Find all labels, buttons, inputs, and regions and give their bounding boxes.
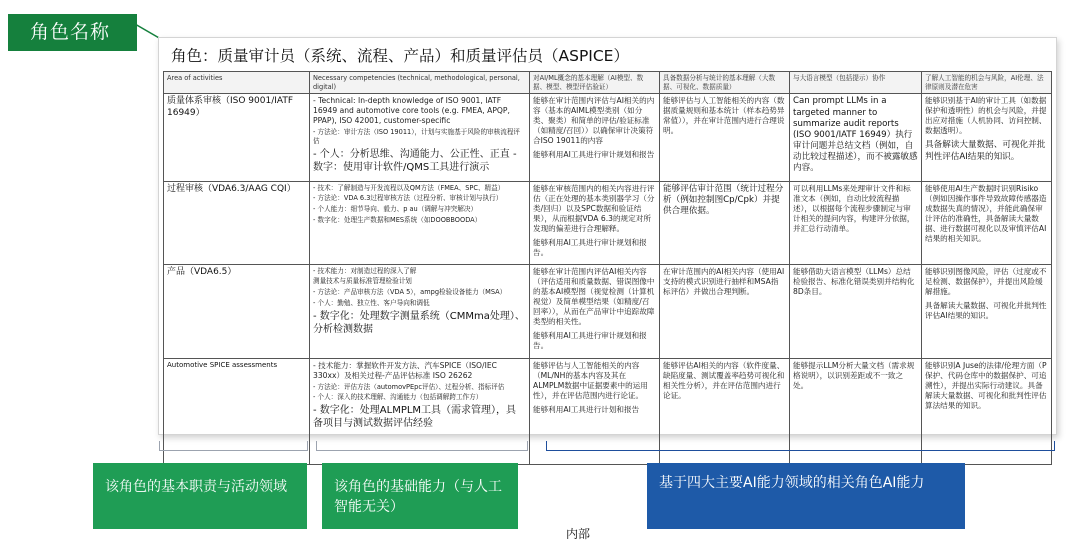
competency-matrix xyxy=(163,71,1052,465)
data-cell xyxy=(660,181,790,264)
llm-cell xyxy=(790,94,922,181)
table-row xyxy=(164,181,1052,264)
ai-ml-line: 能够评估与人工智能相关的内容（ML/NH的基本内容及其在ALMPLM数据中证据要素中的运用性），并在评估范围内进行论证。 xyxy=(533,360,648,400)
ai-ml-line: 能够利用AI工具进行审计规划和报告。 xyxy=(533,330,647,350)
basic-competency-box: 该角色的基础能力（与人工智能无关） xyxy=(322,463,518,529)
ai-ml-line: 能够利用AI工具进行计划和报告 xyxy=(533,404,640,414)
table-row xyxy=(164,264,1052,358)
ethics-line: 能够识别A Juse的法律/伦理方面（P保护、代码仓库中的数据保护、可追溯性），并提出实际行动建议。具备解读大量数据、可视化和批判性评估算法结果的知识。 xyxy=(925,360,1047,410)
competency-line: - 个人：分析思维、沟通能力、公正性、正直 - 数字：使用审计软件/QMS工具进行演示 xyxy=(313,148,517,173)
ai-ml-cell xyxy=(530,181,660,264)
ai-ml-line: 能够在审核范围内的相关内容进行评估（正在处理的基本类别器学习（分类/回归）以及SPC数据和验证结果），从而根据VDA 6.3的规定对所发现的偏差进行合理解释。 xyxy=(533,183,655,233)
ethics-cell xyxy=(922,181,1052,264)
ethics-line: 能够识别图像风险，评估（过度或不足检测、数据保护），并提出风险缓解措施。 xyxy=(925,266,1047,296)
competency-line: 测量技术与质量标准管理检验计划 xyxy=(313,277,412,286)
header-cell-llm: 与大语言模型（包括提示）协作 xyxy=(790,72,922,94)
ethics-cell xyxy=(922,264,1052,358)
competency-line: - Technical: In-depth knowledge of ISO 9001, IATF 16949 and automotive core tools (e.g. FMEA, APQP, PPAP), ISO 42001, customer-specific xyxy=(313,96,510,126)
competency-line: - 方法论：评估方法（automovPEpc评估）、过程分析、指标评估 xyxy=(313,382,505,391)
competency-line: - 方法论：产品审核方法（VDA 5），ampg检验设备能力（MSA） xyxy=(313,288,507,297)
area-cell: 过程审核（VDA6.3/AAG CQI） xyxy=(164,181,310,264)
ai-ml-cell xyxy=(530,94,660,181)
competency-line: - 技术能力：掌握软件开发方法、汽车SPICE（ISO/IEC 330xx）及相关过程-产品评估标准 ISO 26262 xyxy=(313,360,497,380)
ai-ml-line: 能够在审计范围内评估与AI相关的内容（基本的AIML模型类别（如分类、聚类）和简单的评估/验证标准（如精度/召回））以确保审计决策符合ISO 19011的内容 xyxy=(533,96,655,146)
ai-ml-line: 能够利用AI工具进行审计规划和报告 xyxy=(533,150,655,160)
ethics-cell xyxy=(922,94,1052,181)
llm-line: 能够借助大语言模型（LLMs）总结检验报告、标准化错误类别并结构化8D条目。 xyxy=(793,266,915,296)
bracket-duties xyxy=(159,441,308,451)
header-cell-competencies: Necessary competencies (technical, methodological, personal, digital) xyxy=(310,72,530,94)
competency-cell xyxy=(310,264,530,358)
llm-cell xyxy=(790,264,922,358)
ethics-line: 具备解读大量数据、可视化并批判性评估AI结果的知识。 xyxy=(925,300,1047,320)
data-line: 能够评估AI相关的内容（软件度量、缺陷度量、测试覆盖率趋势可视化和相关性分析），并在评估范围内进行论证。 xyxy=(663,360,785,400)
competency-line: - 技术：了解制造与开发流程以及QM方法（FMEA、SPC、精益） xyxy=(313,183,505,192)
competency-line: - 数字化：处理ALMPLM工具（需求管理），具备项目与测试数据评估经验 xyxy=(313,405,517,430)
data-line: 能够评估与人工智能相关的内容（数据质量规则和基本统计（样本趋势异常值）），并在审计范围内进行合理说明。 xyxy=(663,96,785,136)
role-name-tag: 角色名称 xyxy=(8,14,137,51)
llm-line: Can prompt LLMs in a targeted manner to summarize audit reports (ISO 9001/IATF 16949）执行审计问题并总结文档（例如，自动比较过程描述），而不被露敏感内容。 xyxy=(793,96,918,174)
llm-cell xyxy=(790,181,922,264)
data-cell xyxy=(660,264,790,358)
header-cell-area: Area of activities xyxy=(164,72,310,94)
header-cell-ai-ml: 对AI/ML概念的基本理解（AI模型、数据、模型、模型评估验证） xyxy=(530,72,660,94)
bracket-ai xyxy=(546,441,1055,451)
llm-line: 可以利用LLMs来处理审计文件和标准文本（例如，自动比较流程描述），以根据每个流程步骤制定与审计相关的提问内容，构建评分依据，并汇总行动清单。 xyxy=(793,183,915,233)
header-cell-data: 具备数据分析与统计的基本理解（大数据、可视化、数据质量） xyxy=(660,72,790,94)
competency-cell xyxy=(310,94,530,181)
area-cell: 产品（VDA6.5） xyxy=(164,264,310,358)
table-slide xyxy=(158,37,1057,435)
footer-classification: 内部 xyxy=(566,527,591,540)
bracket-basic xyxy=(316,441,528,451)
slide-title: 角色：质量审计员（系统、流程、产品）和质量评估员（ASPICE） xyxy=(171,47,629,65)
data-cell xyxy=(660,94,790,181)
data-line: 能够评估审计范围（统计过程分析（例如控制图Cp/Cpk）并提供合理依据。 xyxy=(663,183,784,216)
data-line: 在审计范围内的AI相关内容（使用AI支持的模式识别进行抽样和MSA指标评估）并做出合理判断。 xyxy=(663,266,785,296)
table-row xyxy=(164,94,1052,181)
ethics-line: 能够使用AI生产数据时识别Risiko（例如因操作事件导致故障传感器造成数据失真的情况），并能此确保审计评估的准确性，具备解读大量数据、进行数据可视化以及审慎评估AI 结果的相关知识。 xyxy=(925,183,1047,243)
ai-ml-line: 能够利用AI工具进行审计规划和报告。 xyxy=(533,237,647,257)
header-cell-ethics: 了解人工智能的机会与风险，AI伦理、法律原则及潜在危害 xyxy=(922,72,1052,94)
competency-line: - 数字化：处理数字测量系统（CMMma处理）、分析检测数据 xyxy=(313,310,525,335)
competency-line: - 方法论：审计方法（ISO 19011），计划与实施基于风险的审核流程评估 xyxy=(313,128,521,146)
competency-line: - 技术能力：对制造过程的深入了解 xyxy=(313,266,417,275)
competency-line: - 数字化：处理生产数据和MES系统（如DOOBBOODA） xyxy=(313,215,482,224)
competency-line: - 个人：勤勉、独立性、客户导向和调低 xyxy=(313,298,430,307)
competency-line: - 方法论：VDA 6.3过程审核方法（过程分析、审核计划与执行） xyxy=(313,194,503,203)
area-cell: Automotive SPICE assessments xyxy=(164,358,310,464)
ethics-line: 能够识别基于AI的审计工具（如数据保护和透明性）的机会与风险，并提出应对措施（人机协同、访问控制、数据透明）。 xyxy=(925,96,1047,136)
duties-box: 该角色的基本职责与活动领域 xyxy=(93,463,307,529)
ethics-line: 具备解读大量数据、可视化并批判性评估AI结果的知识。 xyxy=(925,140,1046,162)
competency-line: - 个人：深入的技术理解、沟通能力（包括调解跨工作方） xyxy=(313,393,483,402)
ai-ml-line: 能够在审计范围内评估AI相关内容（评估适用和质量数据、错误图像中的基本AI模型图（视觉检测（计算机视觉）及简单模型结果（如精度/召回率）），从而在产品审计中追踪故障类型的相关性。 xyxy=(533,266,655,326)
header-row xyxy=(164,72,1052,94)
ai-ml-cell xyxy=(530,264,660,358)
competency-cell xyxy=(310,181,530,264)
ai-competency-box: 基于四大主要AI能力领域的相关角色AI能力 xyxy=(647,463,965,529)
competency-line: - 个人能力：细节导向、毅力、p au（调解与冲突解决） xyxy=(313,205,478,214)
llm-line: 能够提示LLM分析大量文档（需求规格说明），以识别差距或不一致之处。 xyxy=(793,360,915,390)
area-cell: 质量体系审核（ISO 9001/IATF 16949） xyxy=(164,94,310,181)
